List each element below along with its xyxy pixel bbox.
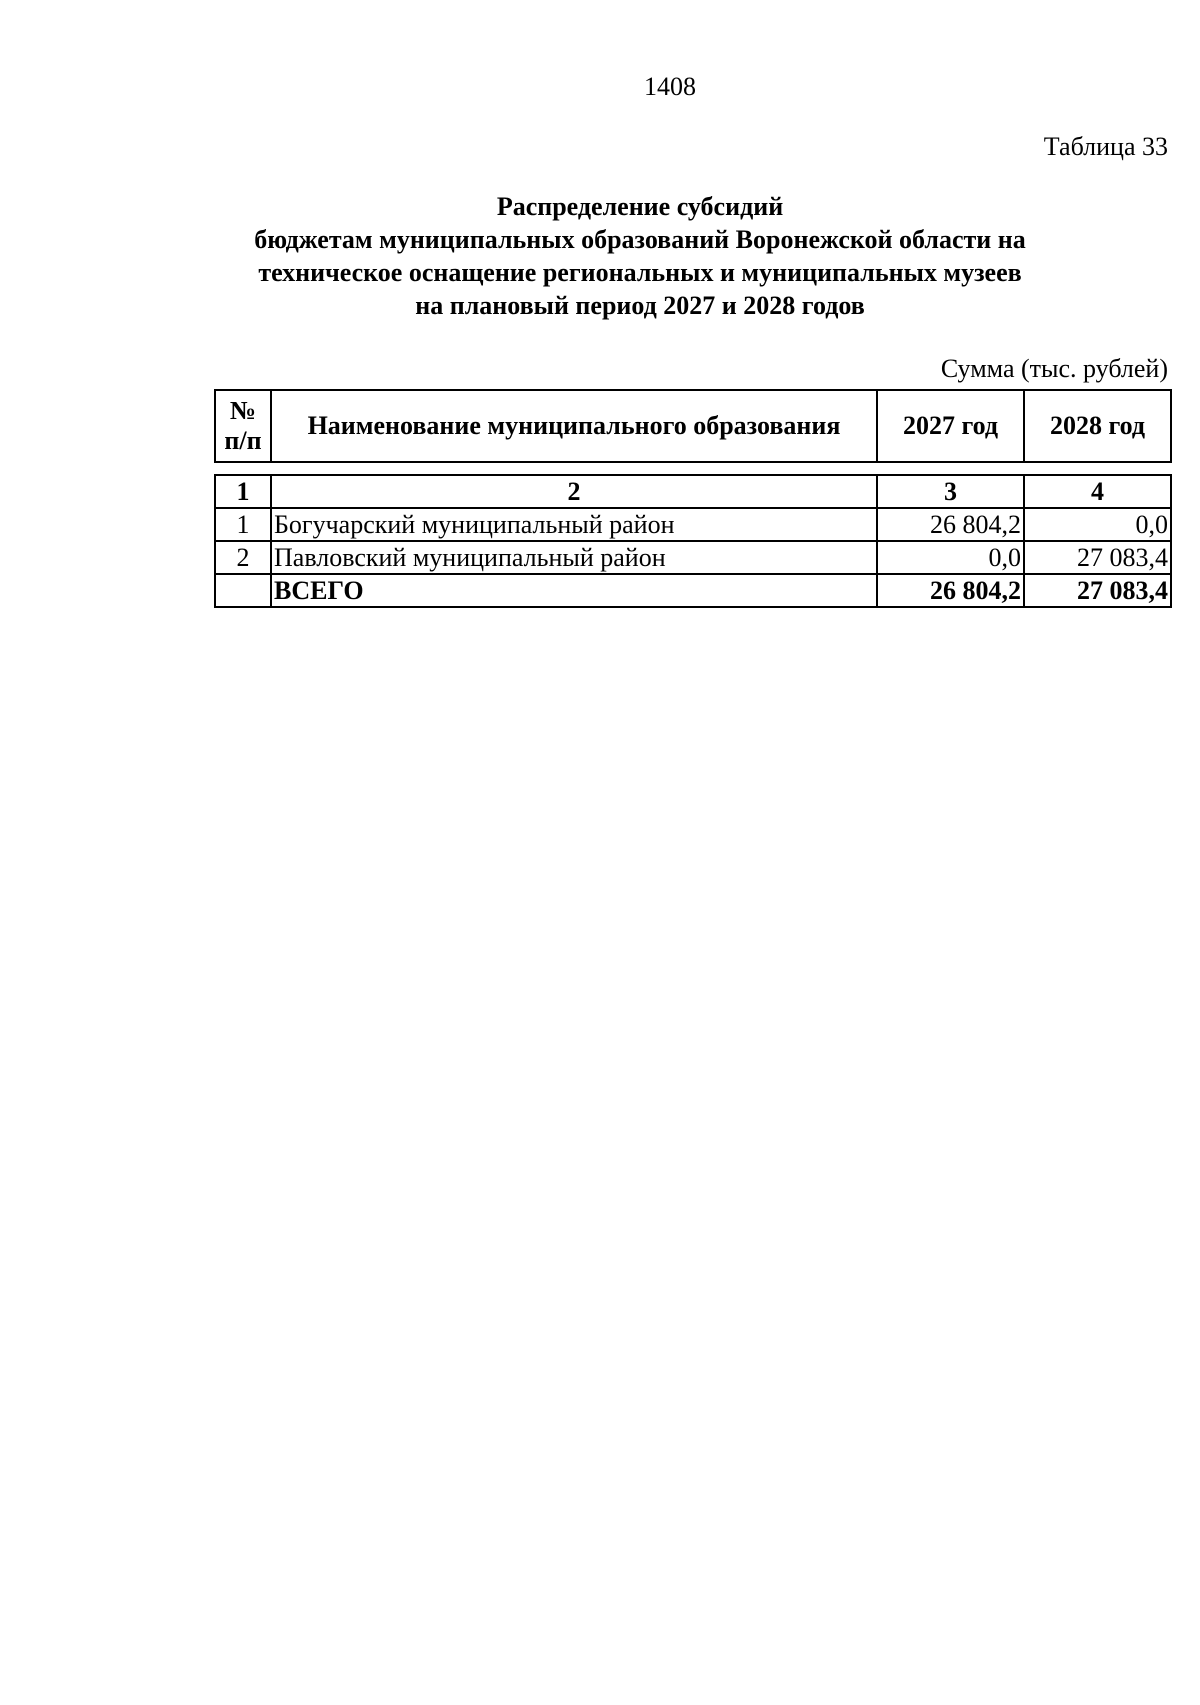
data-table — [214, 474, 1172, 608]
total-2028: 27 083,4 — [1024, 574, 1171, 607]
row-2027: 0,0 — [877, 541, 1024, 574]
table-row — [215, 508, 1171, 541]
header-num — [215, 390, 271, 462]
total-name: ВСЕГО — [271, 574, 877, 607]
row-name: Богучарский муниципальный район — [271, 508, 877, 541]
column-number-row — [215, 475, 1171, 508]
header-2028: 2028 год — [1024, 390, 1171, 462]
table-row — [215, 541, 1171, 574]
total-row — [215, 574, 1171, 607]
header-row — [215, 390, 1171, 462]
title-line: на плановый период 2027 и 2028 годов — [415, 291, 865, 320]
total-num — [215, 574, 271, 607]
page-number: 1408 — [644, 72, 696, 101]
row-2028: 27 083,4 — [1024, 541, 1171, 574]
header-2027: 2027 год — [877, 390, 1024, 462]
header-num-text: № п/п — [224, 396, 262, 455]
column-number: 3 — [877, 475, 1024, 508]
title-line: Распределение субсидий — [496, 192, 784, 221]
row-2028: 0,0 — [1024, 508, 1171, 541]
title-line: техническое оснащение региональных и муниципальных музеев — [258, 258, 1022, 287]
column-number: 4 — [1024, 475, 1171, 508]
row-num: 1 — [215, 508, 271, 541]
title-line: бюджетам муниципальных образований Воронежской области на — [254, 225, 1026, 254]
column-number: 1 — [215, 475, 271, 508]
row-2027: 26 804,2 — [877, 508, 1024, 541]
total-2027: 26 804,2 — [877, 574, 1024, 607]
document-title — [200, 190, 1080, 322]
row-name: Павловский муниципальный район — [271, 541, 877, 574]
table-label: Таблица 33 — [1043, 132, 1168, 161]
row-num: 2 — [215, 541, 271, 574]
header-name: Наименование муниципального образования — [271, 390, 877, 462]
table-header — [214, 389, 1172, 463]
units-label: Сумма (тыс. рублей) — [940, 354, 1168, 383]
column-number: 2 — [271, 475, 877, 508]
